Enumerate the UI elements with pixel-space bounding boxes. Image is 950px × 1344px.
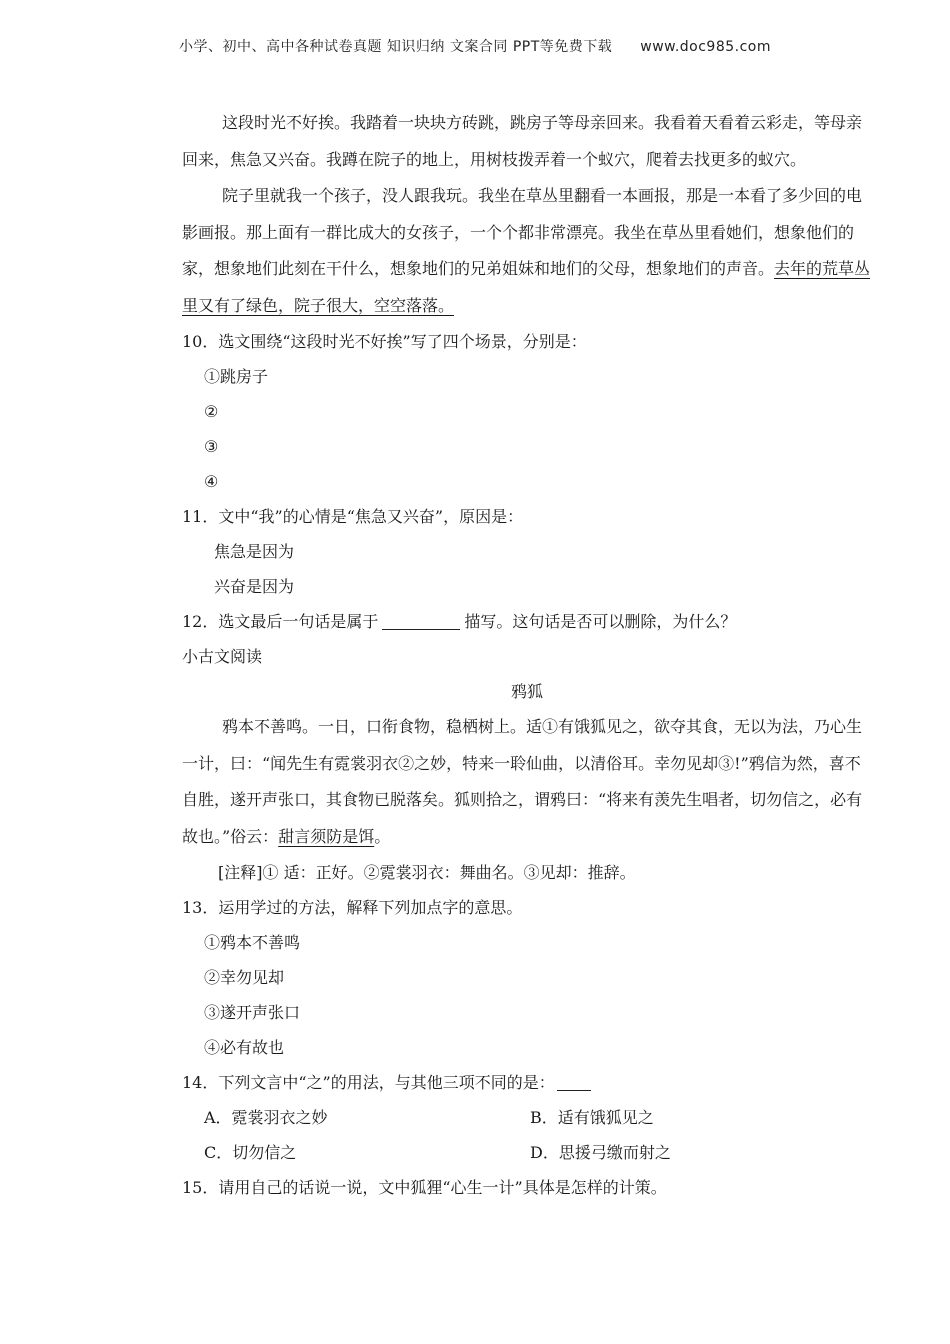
question-12-stem [182, 604, 872, 639]
q12-after: 描写。这句话是否可以删除，为什么？ [464, 612, 737, 631]
classical-text-end: 。 [374, 826, 391, 846]
q14-option-d[interactable]: D．思援弓缴而射之 [530, 1143, 671, 1162]
classical-underlined-phrase: 甜言须防是饵 [278, 826, 375, 846]
annotation-note: [注释]① 适：正好。②霓裳羽衣：舞曲名。③见却：推辞。 [218, 863, 636, 882]
header-site-link[interactable]: www.doc985.com [640, 39, 772, 55]
header-text: 小学、初中、高中各种试卷真题 知识归纳 文案合同 PPT等免费下载 [178, 39, 613, 55]
q13-item-3: ③遂开声张口 [204, 1003, 301, 1022]
classical-text-paragraph [182, 709, 872, 855]
q13-item-1: ①鸦本不善鸣 [204, 933, 301, 952]
q14-stem-text: 14．下列文言中“之”的用法，与其他三项不同的是： [182, 1073, 555, 1092]
passage-underlined-sentence: 去年的荒草丛里又有了绿色，院子很大，空空落落。 [182, 259, 871, 315]
q10-item-3: ③ [204, 437, 219, 456]
q14-answer-blank[interactable] [557, 1072, 591, 1091]
passage-paragraph-2-text: 院子里就我一个孩子，没人跟我玩。我坐在草丛里翻看一本画报，那是一本看了多少回的电影画报。那上面有一群比成大的女孩子，一个个都非常漂亮。我坐在草丛里看她们，想象他们的家，想象地们此刻在干什么，想象地们的兄弟姐妹和地们的父母，想象地们的声音。 [182, 186, 863, 278]
q10-item-1: ①跳房子 [204, 367, 269, 386]
q11-item-anxious: 焦急是因为 [214, 542, 295, 561]
q14-option-c[interactable]: C．切勿信之 [204, 1143, 297, 1162]
q14-options-row-1 [182, 1100, 872, 1135]
q13-item-4: ④必有故也 [204, 1038, 285, 1057]
q14-option-a[interactable]: A．霓裳羽衣之妙 [204, 1108, 328, 1127]
q12-before: 12．选文最后一句话是属于 [182, 612, 379, 631]
question-13-stem: 13．运用学过的方法，解释下列加点字的意思。 [182, 898, 523, 917]
q12-answer-blank[interactable] [382, 611, 460, 630]
q14-option-b[interactable]: B．适有饿狐见之 [530, 1108, 654, 1127]
q11-item-excited: 兴奋是因为 [214, 577, 295, 596]
question-15-stem: 15．请用自己的话说一说，文中狐狸“心生一计”具体是怎样的计策。 [182, 1178, 667, 1197]
question-10-stem: 10．选文围绕“这段时光不好挨”写了四个场景，分别是： [182, 332, 587, 351]
passage-paragraph-1: 这段时光不好挨。我踏着一块块方砖跳，跳房子等母亲回来。我看着天看着云彩走，等母亲回来，焦急又兴奋。我蹲在院子的地上，用树枝拨弄着一个蚁穴，爬着去找更多的蚁穴。 [182, 113, 863, 169]
classical-text-title: 鸦狐 [510, 682, 543, 701]
section-label: 小古文阅读 [182, 647, 263, 666]
page-header [0, 36, 950, 56]
q13-item-2: ②幸勿见却 [204, 968, 285, 987]
q10-item-4: ④ [204, 472, 219, 491]
q10-item-2: ② [204, 402, 219, 421]
document-body [182, 105, 872, 1205]
question-14-stem [182, 1065, 872, 1100]
classical-text-body: 鸦本不善鸣。一日，口衔食物，稳栖树上。适①有饿狐见之，欲夺其食，无以为法，乃心生一计，曰：“闻先生有霓裳羽衣②之妙，特来一聆仙曲，以清俗耳。幸勿见却③!”鸦信为然，喜不自胜，遂开声张口，其食物已脱落矣。狐则拾之，谓鸦曰：“将来有羡先生唱者，切勿信之，必有故也。”俗云： [182, 717, 863, 846]
passage-paragraph-2 [182, 178, 872, 324]
q14-options-row-2 [182, 1135, 872, 1170]
question-11-stem: 11．文中“我”的心情是“焦急又兴奋”，原因是： [182, 507, 524, 526]
